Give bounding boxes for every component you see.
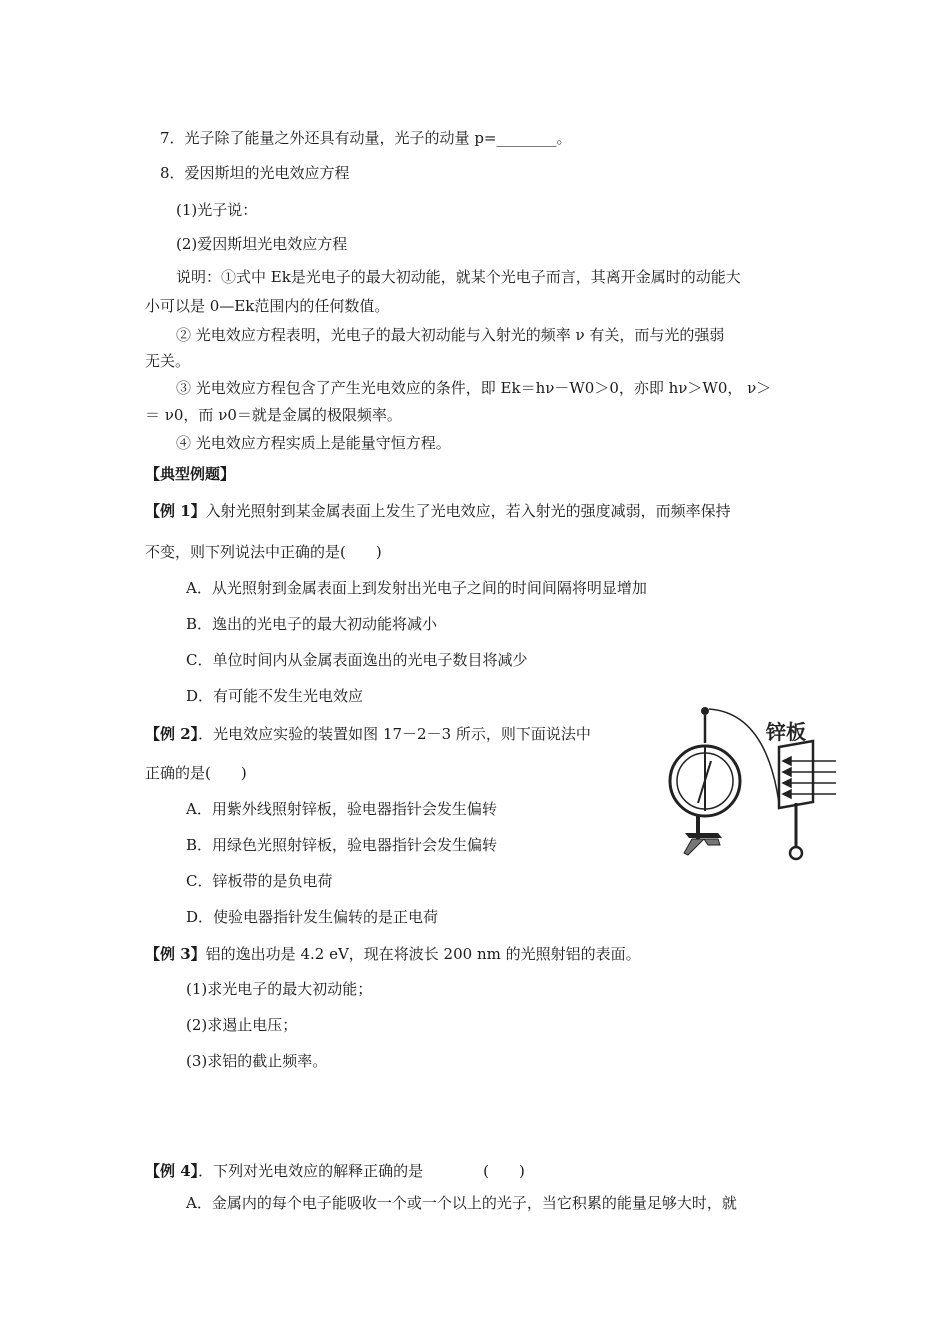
example-1-tag: 【例 1】 <box>145 502 206 520</box>
zinc-plate <box>779 741 813 808</box>
example-2-tag: 【例 2】 <box>145 725 199 743</box>
example-3-stem-text: 铝的逸出功是 4.2 eV，现在将波长 200 nm 的光照射铝的表面。 <box>205 945 641 963</box>
electroscope-base <box>685 833 722 838</box>
question-8-part-1: (1)光子说： <box>176 201 258 219</box>
example-1-option-d: D．有可能不发生光电效应 <box>186 687 364 705</box>
example-4-stem <box>145 1161 525 1181</box>
example-1-stem-a <box>145 501 731 521</box>
note-1-line-a: 说明：①式中 Ek是光电子的最大初动能，就某个光电子而言，其离开金属时的动能大 <box>176 268 741 286</box>
note-2-line-a: ② 光电效应方程表明，光电子的最大初动能与入射光的频率 ν 有关，而与光的强弱 <box>176 326 725 344</box>
example-2-stem-a <box>145 724 591 744</box>
example-3-part-1: (1)求光电子的最大初动能； <box>186 980 373 998</box>
example-3-part-2: (2)求遏止电压； <box>186 1016 298 1034</box>
example-3-stem <box>145 944 641 964</box>
example-2-option-b: B．用绿色光照射锌板，验电器指针会发生偏转 <box>186 836 498 854</box>
example-1-option-c: C．单位时间内从金属表面逸出的光电子数目将减少 <box>186 651 528 669</box>
electroscope-ball <box>701 707 709 715</box>
example-2-stem-text: ．光电效应实验的装置如图 17－2－3 所示，则下面说法中 <box>198 725 591 743</box>
example-4-tag: 【例 4】 <box>145 1162 199 1180</box>
example-1-stem-text: 入射光照射到某金属表面上发生了光电效应，若入射光的强度减弱，而频率保持 <box>205 502 731 520</box>
note-3-line-b: ＝ ν0，而 ν0＝就是金属的极限频率。 <box>145 406 402 424</box>
electroscope-diagram <box>648 703 848 868</box>
note-2-line-b: 无关。 <box>145 352 191 370</box>
note-1-line-b: 小可以是 0—Ek范围内的任何数值。 <box>145 297 390 315</box>
question-7: 7．光子除了能量之外还具有动量，光子的动量 p=________。 <box>160 129 572 147</box>
section-heading: 【典型例题】 <box>145 465 236 483</box>
example-2-option-d: D．使验电器指针发生偏转的是正电荷 <box>186 908 439 926</box>
example-1-option-a: A．从光照射到金属表面上到发射出光电子之间的时间间隔将明显增加 <box>186 579 647 597</box>
zinc-plate-label: 锌板 <box>766 720 806 744</box>
example-2-option-a: A．用紫外线照射锌板，验电器指针会发生偏转 <box>186 800 497 818</box>
example-4-option-a: A．金属内的每个电子能吸收一个或一个以上的光子，当它积累的能量足够大时，就 <box>186 1194 737 1212</box>
question-8-part-2: (2)爱因斯坦光电效应方程 <box>176 235 348 253</box>
example-3-part-3: (3)求铝的截止频率。 <box>186 1052 328 1070</box>
example-4-stem-text: ．下列对光电效应的解释正确的是 ( ) <box>198 1162 525 1180</box>
question-8: 8．爱因斯坦的光电效应方程 <box>160 164 350 182</box>
example-1-option-b: B．逸出的光电子的最大初动能将减小 <box>186 615 438 633</box>
example-2-stem-b: 正确的是( ) <box>145 764 247 782</box>
electroscope-figure <box>648 703 848 868</box>
note-4: ④ 光电效应方程实质上是能量守恒方程。 <box>176 434 451 452</box>
note-3-line-a: ③ 光电效应方程包含了产生光电效应的条件，即 Ek＝hν－W0＞0，亦即 hν＞W0， ν＞ <box>176 379 772 397</box>
example-2-option-c: C．锌板带的是负电荷 <box>186 872 333 890</box>
example-3-tag: 【例 3】 <box>145 945 206 963</box>
example-1-stem-b: 不变，则下列说法中正确的是( ) <box>145 543 382 561</box>
